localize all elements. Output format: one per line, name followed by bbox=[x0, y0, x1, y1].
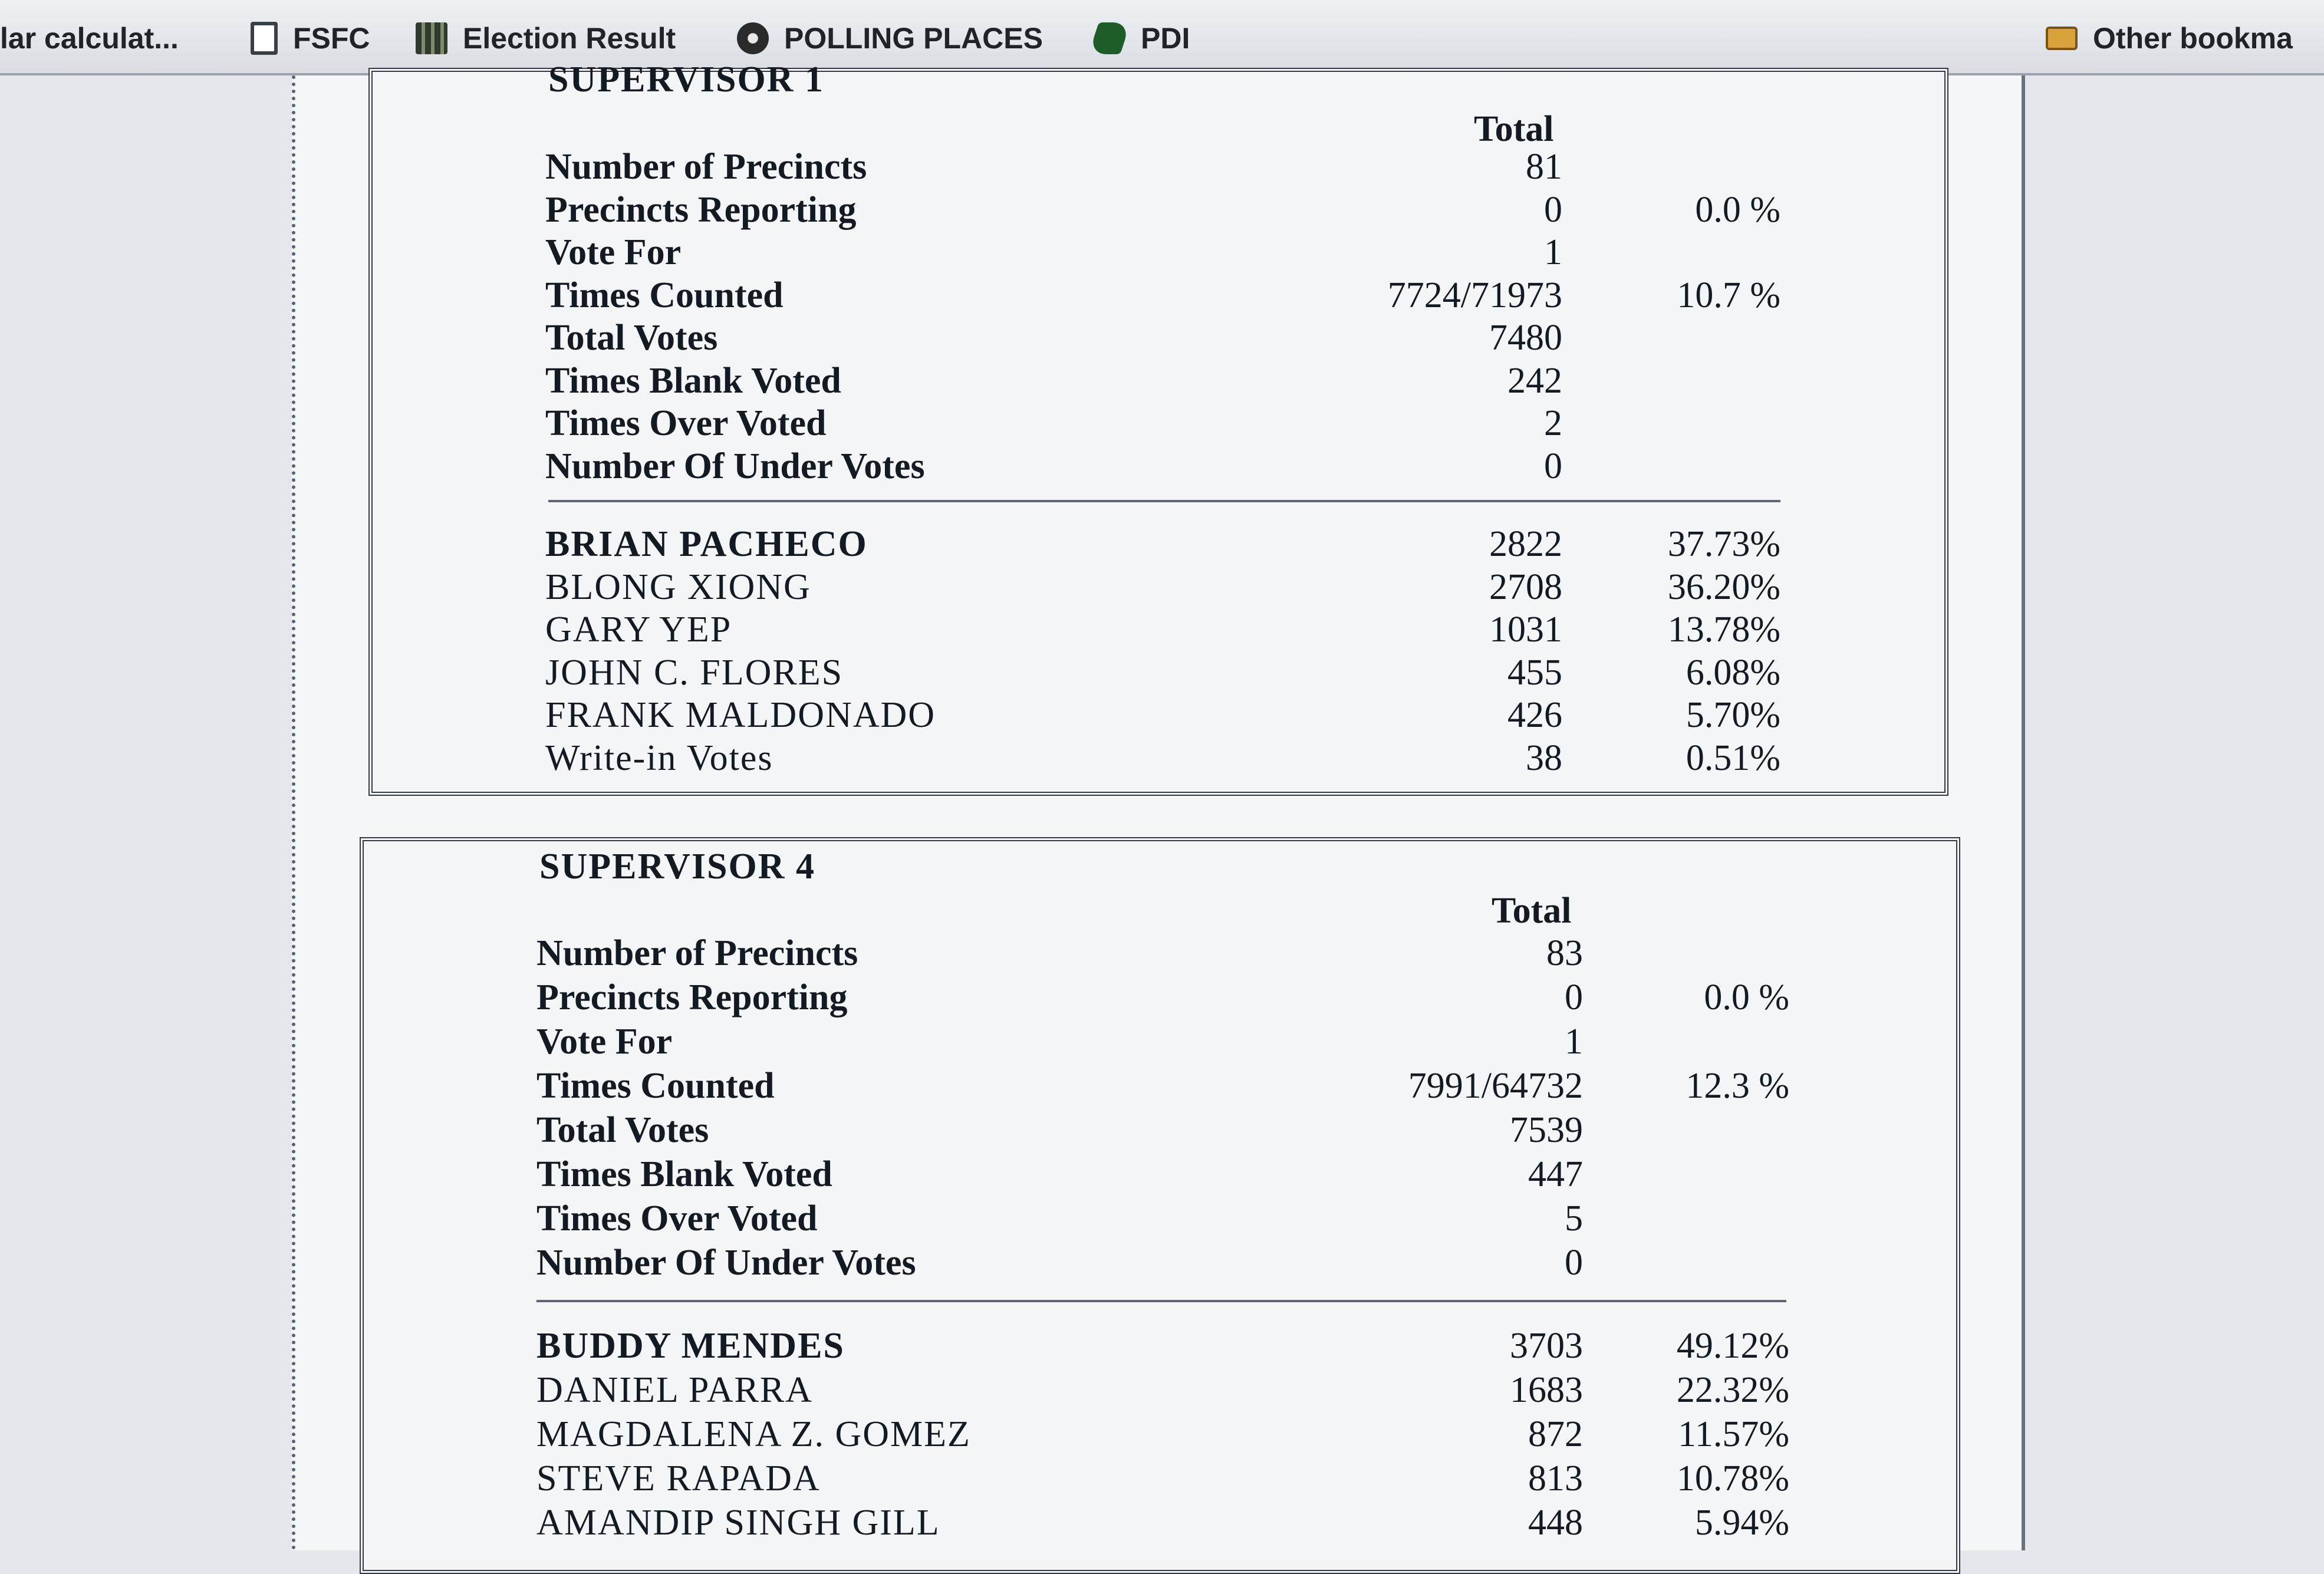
candidate-name: BUDDY MENDES bbox=[536, 1326, 845, 1366]
stat-row bbox=[545, 360, 1562, 403]
candidate-votes: 3703 bbox=[1510, 1326, 1583, 1366]
stat-value: 1 bbox=[1565, 1022, 1583, 1062]
candidate-votes: 426 bbox=[1507, 695, 1562, 735]
stat-label: Times Over Voted bbox=[536, 1198, 818, 1239]
bookmark-other-bookmarks[interactable] bbox=[2046, 18, 2293, 59]
candidate-name: JOHN C. FLORES bbox=[545, 652, 844, 693]
stat-value: 7539 bbox=[1510, 1110, 1583, 1150]
candidate-row bbox=[545, 694, 1780, 737]
folder-icon bbox=[2046, 27, 2078, 50]
bookmark-label: Other bookma bbox=[2093, 22, 2293, 55]
bookmark-election-result[interactable] bbox=[416, 18, 676, 59]
stat-value: 1 bbox=[1544, 232, 1562, 272]
gear-icon bbox=[737, 22, 769, 54]
stat-value: 0 bbox=[1565, 977, 1583, 1017]
stat-row bbox=[536, 1198, 1583, 1240]
race-title: SUPERVISOR 1 bbox=[548, 60, 824, 100]
candidate-row bbox=[545, 737, 1780, 780]
stat-label: Vote For bbox=[536, 1022, 673, 1062]
grid-icon bbox=[416, 22, 447, 54]
candidate-votes: 448 bbox=[1528, 1503, 1583, 1543]
candidate-name: GARY YEP bbox=[545, 610, 732, 650]
stat-label: Times Counted bbox=[536, 1066, 775, 1106]
candidate-name: DANIEL PARRA bbox=[536, 1370, 813, 1410]
candidate-percent: 6.08% bbox=[1686, 652, 1780, 693]
stat-value: 447 bbox=[1528, 1154, 1583, 1194]
stat-label: Times Blank Voted bbox=[545, 360, 841, 401]
bookmark-polling-places[interactable] bbox=[737, 18, 1043, 59]
candidate-name: Write-in Votes bbox=[545, 737, 773, 778]
candidate-percent: 10.78% bbox=[1676, 1458, 1789, 1499]
stat-row bbox=[536, 1065, 1789, 1108]
candidate-percent: 49.12% bbox=[1676, 1326, 1789, 1366]
stat-row bbox=[545, 275, 1780, 317]
candidate-votes: 813 bbox=[1528, 1458, 1583, 1499]
candidate-name: BLONG XIONG bbox=[545, 567, 811, 607]
stat-percent: 0.0 % bbox=[1704, 977, 1789, 1017]
candidate-percent: 37.73% bbox=[1667, 524, 1780, 564]
total-header: Total bbox=[1492, 891, 1572, 931]
candidate-row bbox=[545, 609, 1780, 651]
race-title: SUPERVISOR 4 bbox=[539, 847, 815, 887]
stat-percent: 0.0 % bbox=[1695, 189, 1780, 230]
stat-label: Times Over Voted bbox=[545, 403, 827, 443]
stat-row bbox=[536, 1021, 1583, 1063]
candidate-votes: 1683 bbox=[1510, 1370, 1583, 1410]
leaf-icon bbox=[1088, 22, 1131, 54]
candidate-row bbox=[536, 1325, 1789, 1368]
candidate-row bbox=[545, 652, 1780, 694]
candidate-name: STEVE RAPADA bbox=[536, 1458, 821, 1499]
stat-value: 7991/64732 bbox=[1408, 1066, 1583, 1106]
bookmark-pdi[interactable] bbox=[1094, 18, 1190, 59]
stat-row bbox=[545, 403, 1562, 445]
stat-value: 5 bbox=[1565, 1198, 1583, 1239]
candidate-percent: 36.20% bbox=[1667, 567, 1780, 607]
stat-value: 81 bbox=[1526, 147, 1562, 187]
stat-label: Total Votes bbox=[536, 1110, 709, 1150]
candidate-row bbox=[536, 1369, 1789, 1412]
candidate-votes: 455 bbox=[1507, 652, 1562, 693]
stat-percent: 12.3 % bbox=[1686, 1066, 1789, 1106]
stat-row bbox=[545, 232, 1562, 274]
stat-label: Precincts Reporting bbox=[545, 189, 857, 230]
bookmark-label: Election Result bbox=[463, 22, 676, 55]
candidate-name: BRIAN PACHECO bbox=[545, 524, 868, 564]
total-header: Total bbox=[1474, 109, 1554, 149]
stat-value: 7480 bbox=[1489, 318, 1562, 358]
bookmark-label: lar calculat... bbox=[0, 22, 179, 55]
bookmark-label: POLLING PLACES bbox=[784, 22, 1043, 55]
candidate-row bbox=[545, 567, 1780, 609]
stat-percent: 10.7 % bbox=[1677, 275, 1780, 315]
stat-row bbox=[545, 317, 1562, 360]
stat-value: 0 bbox=[1544, 189, 1562, 230]
stat-label: Times Counted bbox=[545, 275, 784, 315]
stat-label: Times Blank Voted bbox=[536, 1154, 832, 1194]
stat-row bbox=[545, 446, 1562, 488]
stat-label: Precincts Reporting bbox=[536, 977, 848, 1017]
stat-row bbox=[545, 189, 1780, 232]
candidate-votes: 872 bbox=[1528, 1414, 1583, 1454]
stat-value: 7724/71973 bbox=[1387, 275, 1562, 315]
stat-value: 83 bbox=[1546, 933, 1583, 973]
candidate-row bbox=[545, 523, 1780, 566]
stat-label: Number of Precincts bbox=[536, 933, 858, 973]
candidate-votes: 2822 bbox=[1489, 524, 1562, 564]
candidate-votes: 38 bbox=[1526, 737, 1562, 778]
candidate-row bbox=[536, 1458, 1789, 1500]
page-icon bbox=[251, 22, 278, 55]
stat-row bbox=[536, 977, 1789, 1019]
bookmark-label: PDI bbox=[1141, 22, 1190, 55]
stat-label: Number Of Under Votes bbox=[536, 1243, 916, 1283]
candidate-name: FRANK MALDONADO bbox=[545, 695, 936, 735]
stat-label: Vote For bbox=[545, 232, 682, 272]
stat-row bbox=[536, 1242, 1583, 1285]
bookmark-label: FSFC bbox=[293, 22, 370, 55]
stat-value: 0 bbox=[1544, 446, 1562, 486]
stat-row bbox=[536, 1154, 1583, 1196]
candidate-percent: 11.57% bbox=[1678, 1414, 1789, 1454]
candidate-votes: 1031 bbox=[1489, 610, 1562, 650]
candidate-percent: 5.70% bbox=[1686, 695, 1780, 735]
candidate-row bbox=[536, 1502, 1789, 1545]
stat-row bbox=[545, 146, 1562, 189]
stat-row bbox=[536, 933, 1583, 975]
candidate-percent: 22.32% bbox=[1676, 1370, 1789, 1410]
candidate-votes: 2708 bbox=[1489, 567, 1562, 607]
stat-value: 242 bbox=[1507, 360, 1562, 401]
stat-row bbox=[536, 1109, 1583, 1152]
bookmark-lar-calculator[interactable] bbox=[0, 18, 179, 59]
candidate-percent: 0.51% bbox=[1686, 737, 1780, 778]
stat-label: Number Of Under Votes bbox=[545, 446, 925, 486]
candidate-name: MAGDALENA Z. GOMEZ bbox=[536, 1414, 971, 1454]
stat-label: Total Votes bbox=[545, 318, 718, 358]
section-divider bbox=[548, 500, 1780, 502]
stat-value: 0 bbox=[1565, 1243, 1583, 1283]
bookmarks-bar bbox=[0, 0, 2324, 75]
candidate-percent: 13.78% bbox=[1667, 610, 1780, 650]
candidate-percent: 5.94% bbox=[1694, 1503, 1789, 1543]
stat-value: 2 bbox=[1544, 403, 1562, 443]
bookmark-fsfc[interactable] bbox=[251, 18, 370, 59]
candidate-row bbox=[536, 1414, 1789, 1456]
candidate-name: AMANDIP SINGH GILL bbox=[536, 1503, 940, 1543]
section-divider bbox=[536, 1300, 1786, 1302]
stat-label: Number of Precincts bbox=[545, 147, 867, 187]
